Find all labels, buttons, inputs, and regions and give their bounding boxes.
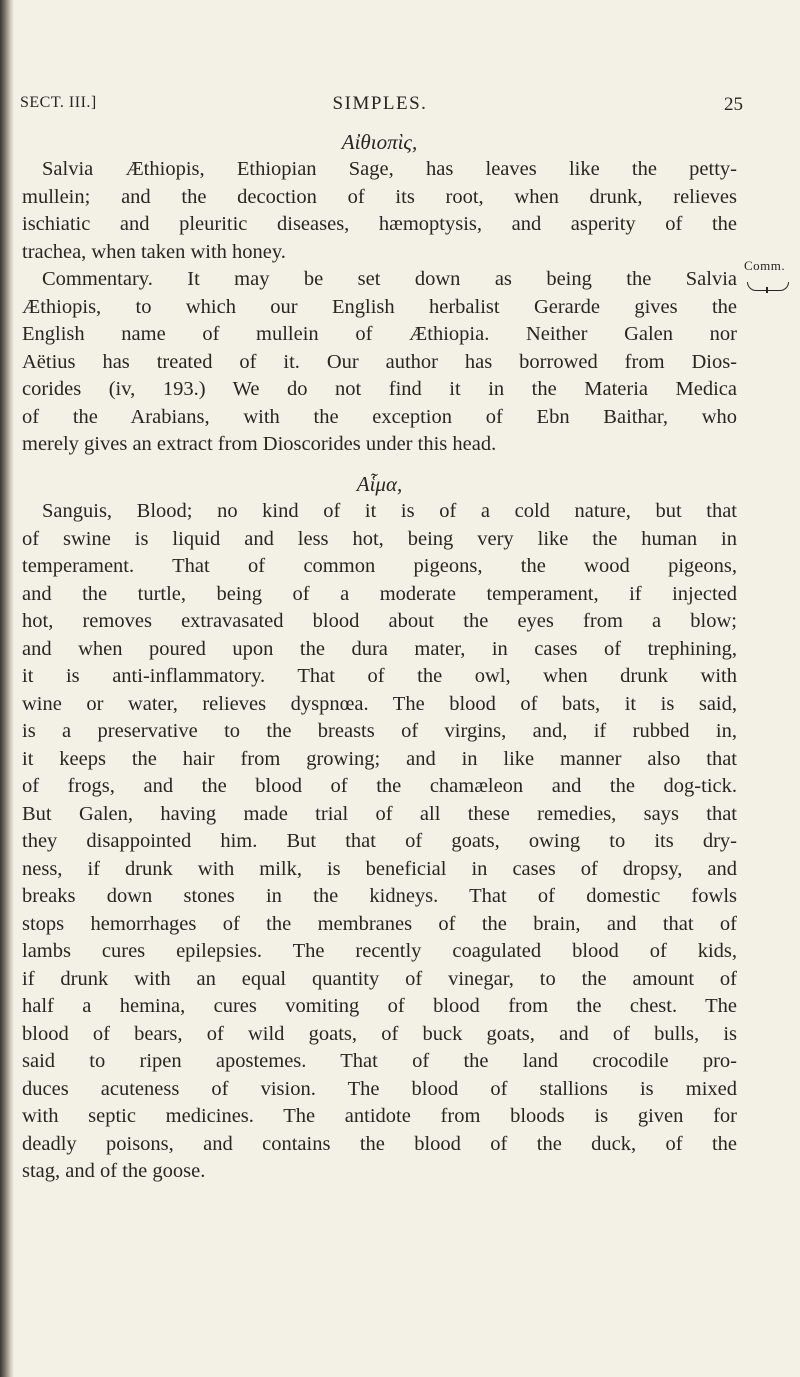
text-line: and the turtle, being of a moderate temperament, if injected: [22, 582, 737, 605]
entry-aithiopis: [22, 128, 737, 459]
text-line: merely gives an extract from Dioscorides under this head.: [22, 433, 497, 455]
text-line: corides (iv, 193.) We do not find it in the Materia Medica: [22, 378, 737, 400]
text-line: blood of bears, of wild goats, of buck goats, and of bulls, is: [22, 1022, 737, 1045]
text-line: trachea, when taken with honey.: [22, 240, 286, 263]
text-line: ness, if drunk with milk, is beneficial in cases of dropsy, and: [22, 857, 737, 880]
margin-note-commentary: Comm.: [744, 258, 786, 273]
text-line: is a preservative to the breasts of virgins, and, if rubbed in,: [22, 720, 737, 742]
text-line: it keeps the hair from growing; and in like manner also that: [22, 747, 737, 770]
text-line: English name of mullein of Æthiopia. Neither Galen nor: [22, 323, 737, 345]
text-line: it is anti-inflammatory. That of the owl, when drunk with: [22, 665, 737, 687]
text-line: if drunk with an equal quantity of vinegar, to the amount of: [22, 967, 737, 990]
text-line: wine or water, relieves dyspnœa. The blood of bats, it is said,: [22, 692, 737, 715]
text-line: ischiatic and pleuritic diseases, hæmoptysis, and asperity of the: [22, 213, 737, 235]
text-line: of swine is liquid and less hot, being very like the human in: [22, 527, 737, 550]
entry-heading: Αἷμα,: [356, 472, 403, 496]
text-line: stops hemorrhages of the membranes of the brain, and that of: [22, 912, 737, 935]
text-line: breaks down stones in the kidneys. That of domestic fowls: [22, 885, 737, 907]
text-line: temperament. That of common pigeons, the wood pigeons,: [22, 555, 737, 577]
text-line: they disappointed him. But that of goats, owing to its dry-: [22, 830, 737, 852]
text-line: mullein; and the decoction of its root, when drunk, relieves: [22, 185, 737, 208]
text-line: and when poured upon the dura mater, in cases of trephining,: [22, 637, 737, 660]
text-line: Sanguis, Blood; no kind of it is of a cold nature, but that: [42, 500, 737, 522]
entry-haima: [22, 470, 737, 1186]
text-line: Commentary. It may be set down as being the Salvia: [42, 268, 737, 290]
entry-heading: Αἰθιοπὶς,: [341, 130, 418, 154]
text-line: with septic medicines. The antidote from bloods is given for: [22, 1105, 737, 1127]
text-line: Aëtius has treated of it. Our author has borrowed from Dios-: [22, 350, 737, 373]
margin-brace: [747, 282, 789, 291]
text-line: Æthiopis, to which our English herbalist Gerarde gives the: [22, 295, 737, 318]
text-line: lambs cures epilepsies. The recently coagulated blood of kids,: [22, 940, 737, 962]
text-line: deadly poisons, and contains the blood of the duck, of the: [22, 1132, 737, 1155]
text-line: said to ripen apostemes. That of the land crocodile pro-: [22, 1050, 737, 1072]
text-line: But Galen, having made trial of all these remedies, says that: [22, 802, 737, 825]
text-line: hot, removes extravasated blood about the eyes from a blow;: [22, 610, 737, 632]
text-line: of frogs, and the blood of the chamæleon and the dog-tick.: [22, 775, 737, 797]
page-number: 25: [724, 94, 743, 115]
running-title: SIMPLES.: [332, 93, 428, 114]
running-header: [20, 93, 743, 124]
text-line: half a hemina, cures vomiting of blood from the chest. The: [22, 995, 737, 1017]
text-line: stag, and of the goose.: [22, 1160, 206, 1182]
text-line: duces acuteness of vision. The blood of stallions is mixed: [22, 1077, 737, 1100]
text-line: of the Arabians, with the exception of Ebn Baithar, who: [22, 405, 737, 428]
page-gutter-shadow: [0, 0, 14, 1377]
section-label: SECT. III.]: [20, 94, 97, 111]
text-line: Salvia Æthiopis, Ethiopian Sage, has leaves like the petty-: [42, 158, 737, 180]
